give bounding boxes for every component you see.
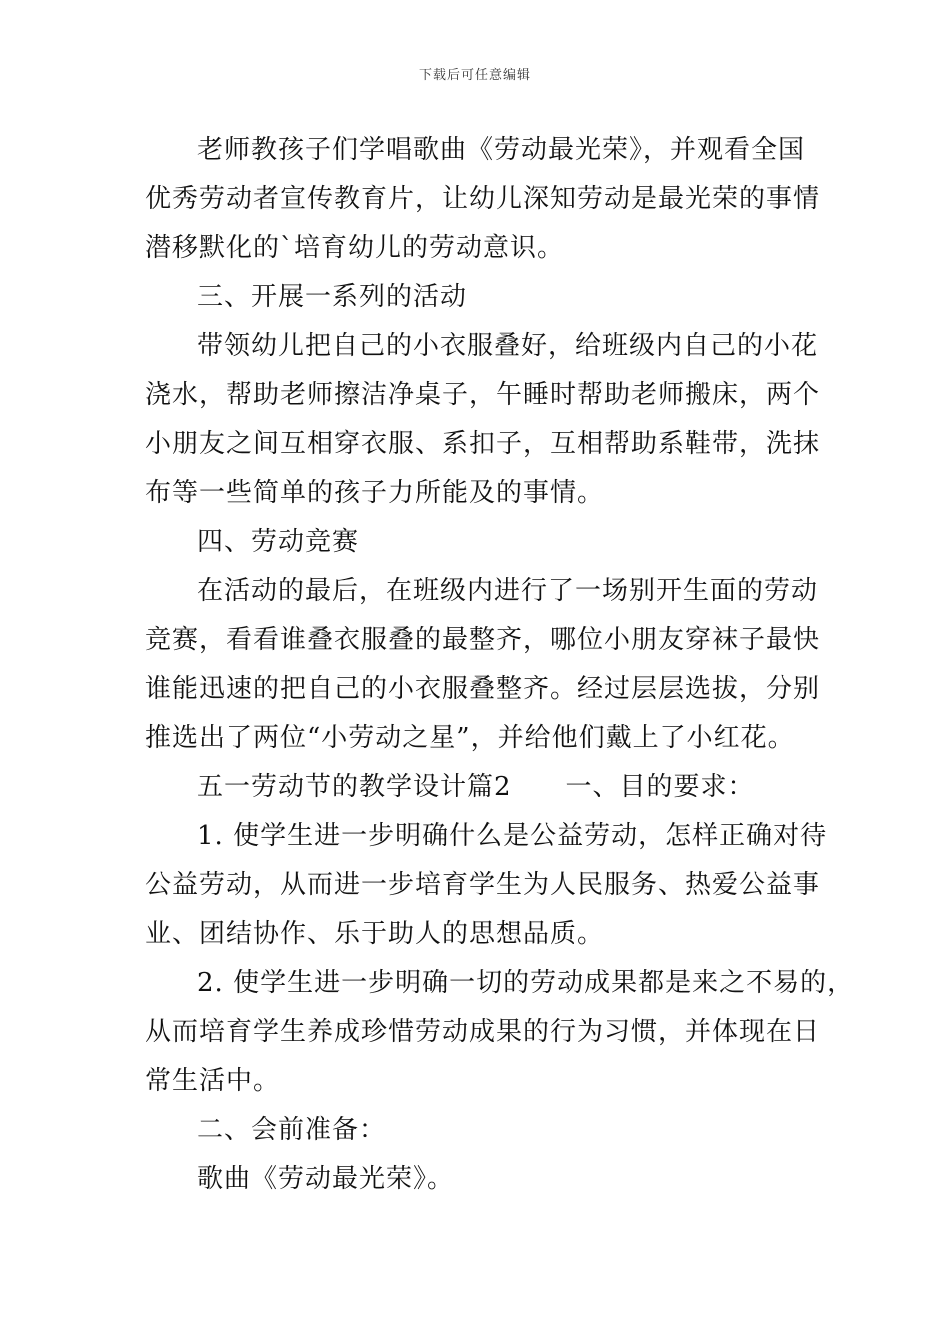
section-heading: 三、开展一系列的活动 (197, 282, 468, 312)
paragraph-line: 公益劳动，从而进一步培育学生为人民服务、热爱公益事 (145, 870, 821, 900)
paragraph-line: 带领幼儿把自己的小衣服叠好，给班级内自己的小花 (197, 331, 819, 361)
paragraph-line: 2. 使学生进一步明确一切的劳动成果都是来之不易的， (197, 968, 855, 998)
paragraph-line: 老师教孩子们学唱歌曲《劳动最光荣》，并观看全国 (197, 135, 806, 165)
paragraph-line: 从而培育学生养成珍惜劳动成果的行为习惯，并体现在日 (145, 1017, 821, 1047)
paragraph-line: 常生活中。 (145, 1066, 281, 1096)
paragraph-line: 竞赛，看看谁叠衣服叠的最整齐，哪位小朋友穿袜子最快 (145, 625, 821, 655)
section-heading: 五一劳动节的教学设计篇2 一、目的要求： (197, 772, 755, 802)
paragraph-line: 推选出了两位“小劳动之星”，并给他们戴上了小红花。 (145, 723, 795, 753)
paragraph-line: 1. 使学生进一步明确什么是公益劳动，怎样正确对待 (197, 821, 828, 851)
paragraph-line: 小朋友之间互相穿衣服、系扣子，互相帮助系鞋带，洗抹 (145, 429, 821, 459)
paragraph-line: 浇水，帮助老师擦洁净桌子，午睡时帮助老师搬床，两个 (145, 380, 821, 410)
section-heading: 二、会前准备： (197, 1115, 387, 1145)
paragraph-line: 谁能迅速的把自己的小衣服叠整齐。经过层层选拔，分别 (145, 674, 821, 704)
document-body (145, 126, 855, 1204)
section-heading: 四、劳动竞赛 (197, 527, 360, 557)
paragraph-line: 潜移默化的`培育幼儿的劳动意识。 (145, 233, 565, 263)
paragraph-line: 布等一些简单的孩子力所能及的事情。 (145, 478, 605, 508)
header-note: 下载后可任意编辑 (418, 68, 531, 83)
paragraph-line: 优秀劳动者宣传教育片，让幼儿深知劳动是最光荣的事情 (145, 184, 821, 214)
paragraph-line: 歌曲《劳动最光荣》。 (197, 1164, 455, 1194)
paragraph-line: 业、团结协作、乐于助人的思想品质。 (145, 919, 605, 949)
paragraph-line: 在活动的最后，在班级内进行了一场别开生面的劳动 (197, 576, 819, 606)
